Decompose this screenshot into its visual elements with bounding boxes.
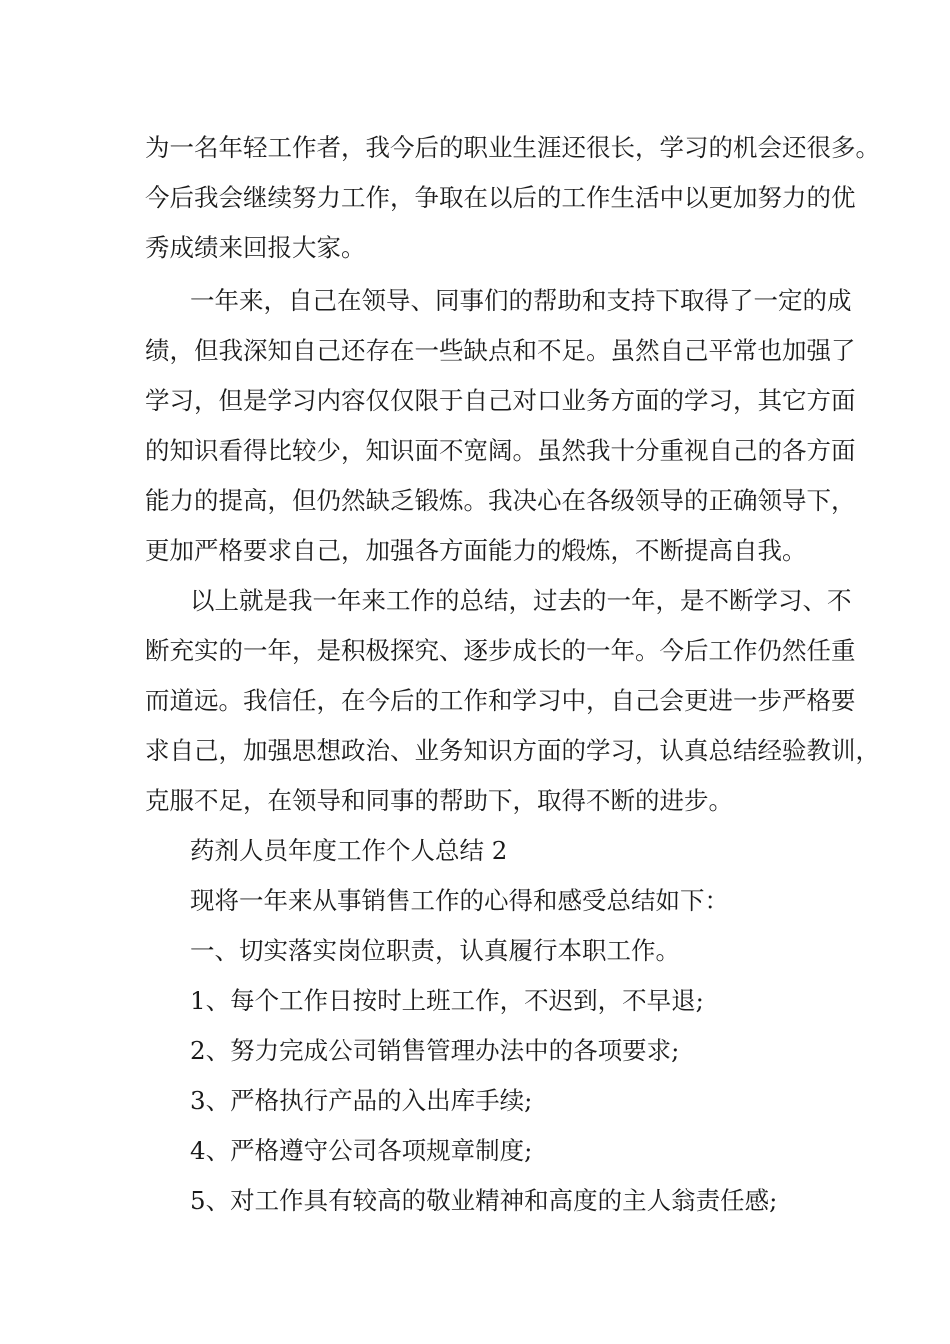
list-item: 5、对工作具有较高的敬业精神和高度的主人翁责任感; xyxy=(190,1186,778,1215)
list-item: 3、严格执行产品的入出库手续; xyxy=(190,1086,533,1115)
text-line: 今后我会继续努力工作，争取在以后的工作生活中以更加努力的优 xyxy=(145,183,856,212)
paragraph-start: 一年来，自己在领导、同事们的帮助和支持下取得了一定的成 xyxy=(190,286,852,315)
text-line: 更加严格要求自己，加强各方面能力的煅炼，不断提高自我。 xyxy=(145,536,807,565)
list-item: 2、努力完成公司销售管理办法中的各项要求; xyxy=(190,1036,680,1065)
list-item: 1、每个工作日按时上班工作，不迟到，不早退; xyxy=(190,986,704,1015)
text-line: 求自己，加强思想政治、业务知识方面的学习，认真总结经验教训， xyxy=(145,736,880,765)
section-title: 药剂人员年度工作个人总结 2 xyxy=(190,836,508,865)
paragraph-start: 现将一年来从事销售工作的心得和感受总结如下： xyxy=(190,886,729,915)
text-line: 克服不足，在领导和同事的帮助下，取得不断的进步。 xyxy=(145,786,733,815)
text-line: 而道远。我信任，在今后的工作和学习中，自己会更进一步严格要 xyxy=(145,686,856,715)
paragraph-start: 以上就是我一年来工作的总结，过去的一年，是不断学习、不 xyxy=(190,586,852,615)
text-line: 学习，但是学习内容仅仅限于自己对口业务方面的学习，其它方面 xyxy=(145,386,856,415)
list-item: 4、严格遵守公司各项规章制度; xyxy=(190,1136,533,1165)
text-line: 断充实的一年，是积极探究、逐步成长的一年。今后工作仍然任重 xyxy=(145,636,856,665)
text-line: 为一名年轻工作者，我今后的职业生涯还很长，学习的机会还很多。 xyxy=(145,133,880,162)
section-heading: 一、切实落实岗位职责，认真履行本职工作。 xyxy=(190,936,680,965)
text-line: 绩，但我深知自己还存在一些缺点和不足。虽然自己平常也加强了 xyxy=(145,336,856,365)
text-line: 能力的提高，但仍然缺乏锻炼。我决心在各级领导的正确领导下， xyxy=(145,486,856,515)
text-line: 的知识看得比较少，知识面不宽阔。虽然我十分重视自己的各方面 xyxy=(145,436,856,465)
text-line: 秀成绩来回报大家。 xyxy=(145,233,366,262)
